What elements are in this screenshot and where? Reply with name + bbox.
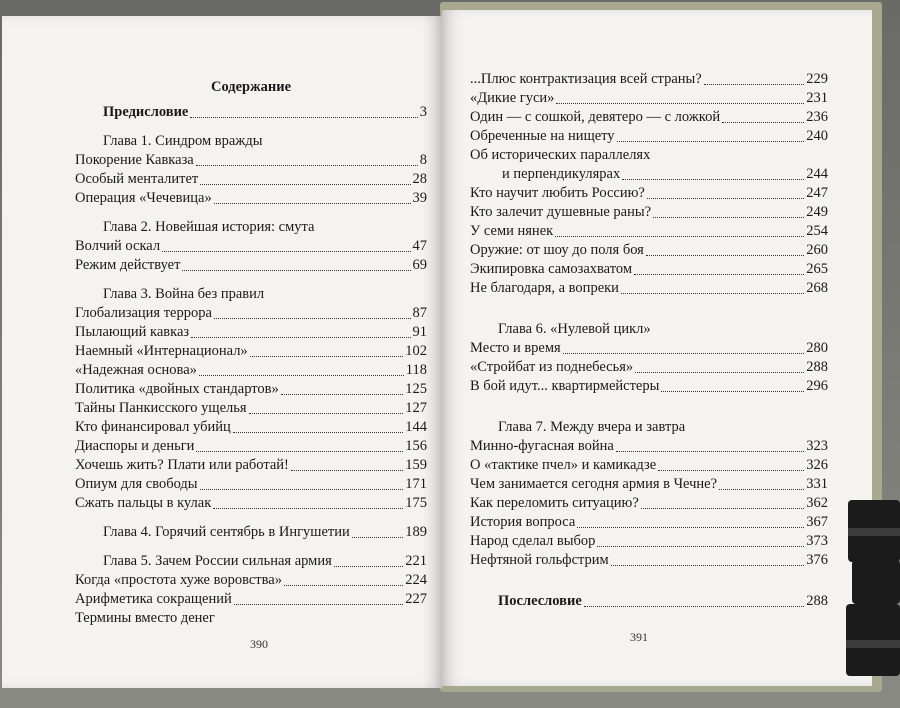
- toc-entry: Народ сделал выбор 373: [470, 533, 828, 549]
- clip-band: [848, 528, 900, 536]
- chapter-heading: Глава 3. Война без правил: [103, 286, 265, 302]
- chapter-heading: Глава 4. Горячий сентябрь в Ингушетии 189: [103, 524, 427, 540]
- toc-entry: Не благодаря, а вопреки 268: [470, 280, 828, 296]
- toc-entry: Кто финансировал убийц 144: [75, 419, 427, 435]
- toc-entry: Операция «Чечевица» 39: [75, 190, 427, 206]
- toc-entry: Политика «двойных стандартов» 125: [75, 381, 427, 397]
- toc-entry: «Стройбат из поднебесья» 288: [470, 359, 828, 375]
- toc-entry: Чем занимается сегодня армия в Чечне? 331: [470, 476, 828, 492]
- toc-entry: Кто залечит душевные раны? 249: [470, 204, 828, 220]
- chapter-heading: Глава 5. Зачем России сильная армия 221: [103, 553, 427, 569]
- toc-entry: Место и время 280: [470, 340, 828, 356]
- chapter-heading: Глава 2. Новейшая история: смута: [103, 219, 315, 235]
- toc-heading: Содержание: [210, 79, 292, 95]
- toc-entry: «Надежная основа» 118: [75, 362, 427, 378]
- toc-entry: Арифметика сокращений 227: [75, 591, 427, 607]
- toc-entry: У семи нянек 254: [470, 223, 828, 239]
- toc-entry: Особый менталитет 28: [75, 171, 427, 187]
- toc-left: [75, 78, 427, 628]
- toc-entry: Нефтяной гольфстрим 376: [470, 552, 828, 568]
- toc-entry-afterword: Послесловие 288: [498, 593, 828, 609]
- toc-entry: О «тактике пчел» и камикадзе 326: [470, 457, 828, 473]
- toc-entry-continuation: и перпендикулярах 244: [502, 166, 828, 182]
- toc-entry: Обреченные на нищету 240: [470, 128, 828, 144]
- toc-entry: Опиум для свободы 171: [75, 476, 427, 492]
- toc-entry: Кто научит любить Россию? 247: [470, 185, 828, 201]
- toc-entry: «Дикие гуси» 231: [470, 90, 828, 106]
- toc-entry: Режим действует 69: [75, 257, 427, 273]
- toc-entry: Когда «простота хуже воровства» 224: [75, 572, 427, 588]
- toc-entry: Покорение Кавказа 8: [75, 152, 427, 168]
- toc-entry: Оружие: от шоу до поля боя 260: [470, 242, 828, 258]
- chapter-heading: Глава 6. «Нулевой цикл»: [498, 321, 651, 337]
- page-number-right: 391: [630, 630, 648, 644]
- toc-entry: Волчий оскал 47: [75, 238, 427, 254]
- toc-entry: Глобализация террора 87: [75, 305, 427, 321]
- chapter-heading: Глава 1. Синдром вражды: [103, 133, 263, 149]
- toc-entry: Термины вместо денег: [75, 610, 215, 626]
- toc-right: [470, 70, 828, 611]
- toc-entry: Один — с сошкой, девятеро — с ложкой 236: [470, 109, 828, 125]
- toc-entry: Диаспоры и деньги 156: [75, 438, 427, 454]
- toc-entry: Хочешь жить? Плати или работай! 159: [75, 457, 427, 473]
- page-number-left: 390: [250, 637, 268, 651]
- toc-entry: История вопроса 367: [470, 514, 828, 530]
- toc-entry: Сжать пальцы в кулак 175: [75, 495, 427, 511]
- toc-entry: ...Плюс контрактизация всей страны? 229: [470, 71, 828, 87]
- chapter-heading: Глава 7. Между вчера и завтра: [498, 419, 686, 435]
- toc-entry: Наемный «Интернационал» 102: [75, 343, 427, 359]
- toc-entry-preface: Предисловие 3: [103, 104, 427, 120]
- toc-entry: Как переломить ситуацию? 362: [470, 495, 828, 511]
- clip-band: [846, 640, 900, 648]
- toc-entry: Пылающий кавказ 91: [75, 324, 427, 340]
- toc-entry: Об исторических параллелях: [470, 147, 651, 163]
- binder-clip: [852, 560, 900, 604]
- toc-entry: Тайны Панкисского ущелья 127: [75, 400, 427, 416]
- toc-entry: Минно-фугасная война 323: [470, 438, 828, 454]
- toc-entry: Экипировка самозахватом 265: [470, 261, 828, 277]
- toc-entry: В бой идут... квартирмейстеры 296: [470, 378, 828, 394]
